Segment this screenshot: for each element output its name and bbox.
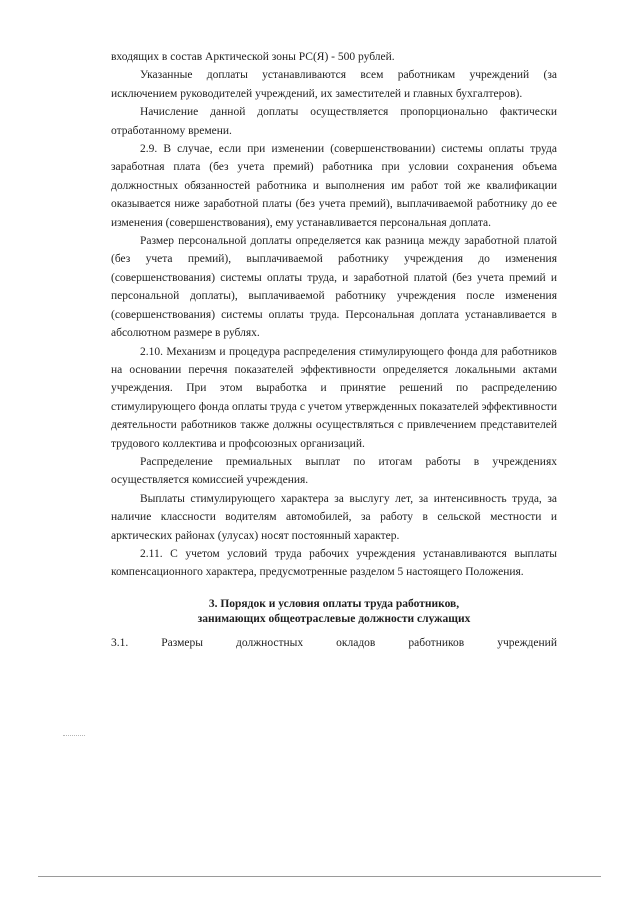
clause-3-1-word: работников	[408, 636, 465, 649]
paragraph-allowance-recipients: Указанные доплаты устанавливаются всем работникам учреждений (за исключением руководителей учреждений, их заместителей и главных бухгалтеров).	[111, 69, 557, 100]
paragraph-clause-2-11: 2.11. С учетом условий труда рабочих учреждения устанавливаются выплаты компенсационного характера, предусмотренные разделом 5 настоящего Положения.	[111, 547, 557, 579]
paragraph-clause-2-9: 2.9. В случае, если при изменении (совершенствовании) системы оплаты труда заработная плата (без учета премий) работника при условии сохранения объема должностных обязанностей работника и выполнения им работ той же квалификации оказывается ниже заработной платы (без учета премий), выплачиваемой работнику до ее изменения (совершенствования), ему устанавливается персональная доплата.	[111, 143, 557, 229]
scan-margin-mark	[63, 735, 85, 736]
paragraph-clause-2-10: 2.10. Механизм и процедура распределения стимулирующего фонда для работников на основании перечня показателей эффективности определяется локальными актами учреждения. При этом выработка и принятие решений по распределению стимулирующего фонда оплаты труда с учетом утвержденных показателей эффективности деятельности работников также должны осуществляться с привлечением представителей трудового коллектива и профсоюзных организаций.	[111, 345, 557, 450]
paragraph-personal-allowance-size: Размер персональной доплаты определяется как разница между заработной платой (без учета премий), выплачиваемой работнику учреждения до изменения (совершенствования) системы оплаты труда, и заработной платой (без учета премий и персональной доплаты), выплачиваемой работнику учреждения после изменения (совершенствования) системы оплаты труда. Персональная доплата устанавливается в абсолютном размере в рублях.	[111, 235, 557, 340]
footer-divider	[38, 876, 601, 877]
section-3-heading-line-2: занимающих общеотраслевые должности служащих	[197, 613, 471, 626]
section-3-heading-line-1: 3. Порядок и условия оплаты труда работников,	[208, 597, 460, 610]
clause-3-1-start	[111, 634, 557, 652]
document-body	[111, 48, 557, 652]
clause-3-1-word: учреждений	[497, 636, 557, 649]
section-3-heading	[111, 597, 557, 628]
paragraph-continuation: входящих в состав Арктической зоны РС(Я) - 500 рублей.	[111, 51, 395, 63]
paragraph-incentive-payments: Выплаты стимулирующего характера за выслугу лет, за интенсивность труда, за наличие классности водителям автомобилей, за работу в сельской местности и арктических районах (улусах) носят постоянный характер.	[111, 492, 557, 542]
clause-3-1-word: 3.1.	[111, 636, 129, 649]
clause-3-1-word: должностных	[236, 636, 304, 649]
clause-3-1-word: окладов	[336, 636, 376, 649]
clause-3-1-word: Размеры	[161, 636, 204, 649]
paragraph-allowance-calculation: Начисление данной доплаты осуществляется пропорционально фактически отработанному времени.	[111, 106, 557, 137]
paragraph-bonus-distribution: Распределение премиальных выплат по итогам работы в учреждениях осуществляется комиссией учреждения.	[111, 455, 557, 487]
